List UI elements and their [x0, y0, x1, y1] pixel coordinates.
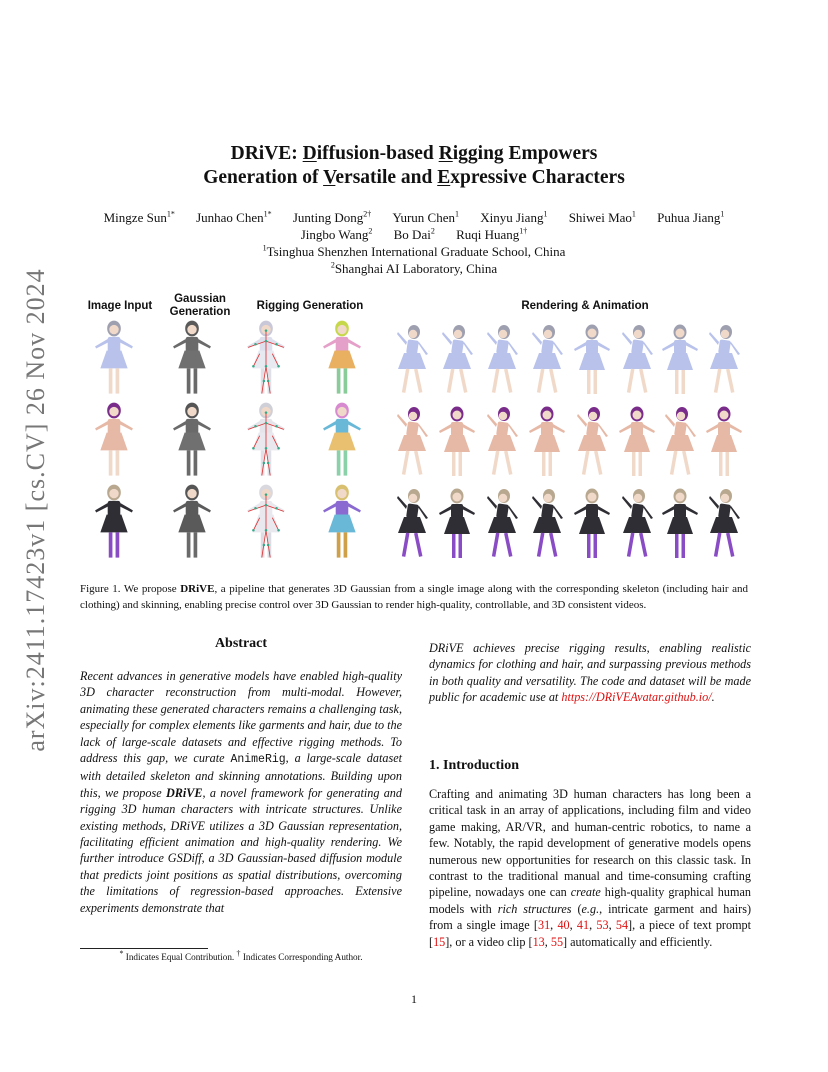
- abstract-text: Recent advances in generative models have enabled high-quality 3D character reconstruction from multi-modal. However, animating these generated characters remains a challenging task, especially for complex elements like garments and hair, due to the lack of large-scale datasets and effective rigging methods. To address this gap, we curate AnimeRig, a large-scale dataset with detailed skeleton and skinning annotations. Building upon this, we propose DRiVE, a novel framework for generating and rigging 3D human characters with intricate structures. Unlike existing methods, DRiVE utilizes a 3D Gaussian representation, facilitating efficient animation and high-quality rendering. We further introduce GSDiff, a 3D Gaussian-based diffusion module that predicts joint positions as spatial distributions, overcoming the limitations of regression-based approaches. Extensive experiments demonstrate that: [80, 669, 402, 915]
- figure-row-1: [95, 321, 740, 394]
- figure-row-2: [95, 403, 742, 476]
- author-list: [60, 209, 768, 243]
- dataset-name: AnimeRig: [230, 753, 286, 767]
- intro-text: Crafting and animating 3D human characters has long been a critical task in an array of applications, including film and video game making, AR/VR, and human-centric robotics, to name a few. Notably, the rapid development of generative models opens numerous new opportunities for research on this classic task. In contrast to the traditional manual and time-consuming crafting pipeline, nowadays one can create high-quality graphical human models with rich structures (e.g., intricate garment and hairs) from a single image [31, 40, 41, 53, 54], a piece of text prompt [15], or a video clip [13, 55] automatically and efficiently.: [429, 787, 752, 949]
- title-underlined-letter: E: [437, 167, 451, 188]
- fig-col-gaussian-line1: Gaussian: [174, 293, 226, 305]
- citation-link[interactable]: 31: [537, 918, 551, 933]
- arxiv-id: arXiv:2411.17423v1 [cs.CV] 26 Nov 2024: [21, 268, 50, 752]
- title-line-2: [0, 166, 828, 190]
- paper-title: [0, 142, 828, 190]
- title-part: ersatile and: [335, 167, 438, 188]
- author: Puhua Jiang$^1$: [657, 209, 725, 225]
- author: Junting Dong$^{2\dagger}$: [292, 209, 372, 225]
- citation-link[interactable]: 54: [615, 918, 629, 933]
- citation-link[interactable]: 40: [557, 918, 570, 933]
- citation-link[interactable]: 53: [596, 918, 609, 933]
- author-row-2: [60, 226, 768, 243]
- project-url-link[interactable]: https://DRiVEAvatar.github.io/: [561, 690, 712, 705]
- citation-link[interactable]: 55: [550, 934, 564, 949]
- title-line-1: [0, 142, 828, 166]
- footnote-rule: [80, 948, 208, 949]
- footnote: * Indicates Equal Contribution. † Indicates Corresponding Author.: [119, 948, 363, 962]
- citation-link[interactable]: 41: [576, 918, 590, 933]
- fig-col-rigging: Rigging Generation: [256, 300, 364, 312]
- author: Jingbo Wang$^2$: [300, 226, 373, 242]
- citation-link[interactable]: 13: [532, 934, 545, 949]
- fig-col-gaussian: [162, 293, 238, 319]
- author: Ruqi Huang$^{1\dagger}$: [456, 226, 528, 242]
- author: Mingze Sun$^{1*}$: [103, 209, 175, 225]
- citation-link[interactable]: 15: [433, 934, 446, 949]
- affiliation-1: $^1$Tsinghua Shenzhen International Graduate School, China: [262, 243, 566, 259]
- teaser-figure: [80, 318, 748, 568]
- arxiv-stamp: [16, 250, 56, 770]
- author: Junhao Chen$^{1*}$: [196, 209, 272, 225]
- abstract-continued: DRiVE achieves precise rigging results, enabling realistic dynamics for clothing and hair, and surpassing previous methods in both quality and versatility. The code and dataset will be made public for academic use at https://DRiVEAvatar.github.io/.: [429, 641, 751, 705]
- author: Xinyu Jiang$^1$: [480, 209, 548, 225]
- title-part: Generation of: [203, 167, 324, 188]
- title-part: igging Empowers: [452, 143, 598, 164]
- page-number: 1: [411, 992, 417, 1006]
- abstract-heading: Abstract: [214, 636, 268, 651]
- title-part: iffusion-based: [316, 143, 439, 164]
- title-part: xpressive Characters: [450, 167, 625, 188]
- fig-col-rendering: Rendering & Animation: [521, 300, 649, 312]
- method-name: DRiVE: [165, 785, 203, 800]
- title-part: DRiVE:: [230, 143, 303, 164]
- author: Shiwei Mao$^1$: [568, 209, 636, 225]
- title-underlined-letter: D: [302, 143, 317, 164]
- fig-col-image-input: Image Input: [87, 300, 153, 312]
- title-underlined-letter: R: [438, 143, 453, 164]
- intro-heading: 1. Introduction: [429, 758, 519, 773]
- author: Yurun Chen$^1$: [392, 209, 459, 225]
- figure-caption: Figure 1. We propose DRiVE, a pipeline that generates 3D Gaussian from a single image along with the corresponding skeleton (including hair and clothing) and skinning, enabling precise control over 3D Gaussian to render high-quality, controllable, and 3D consistent videos.: [80, 583, 748, 611]
- author-row-1: [60, 209, 768, 226]
- affiliation-2: $^2$Shanghai AI Laboratory, China: [330, 260, 498, 276]
- author: Bo Dai$^2$: [393, 226, 435, 242]
- fig-col-gaussian-line2: Generation: [169, 306, 231, 318]
- figure-row-3: [95, 485, 740, 558]
- title-underlined-letter: V: [323, 167, 336, 188]
